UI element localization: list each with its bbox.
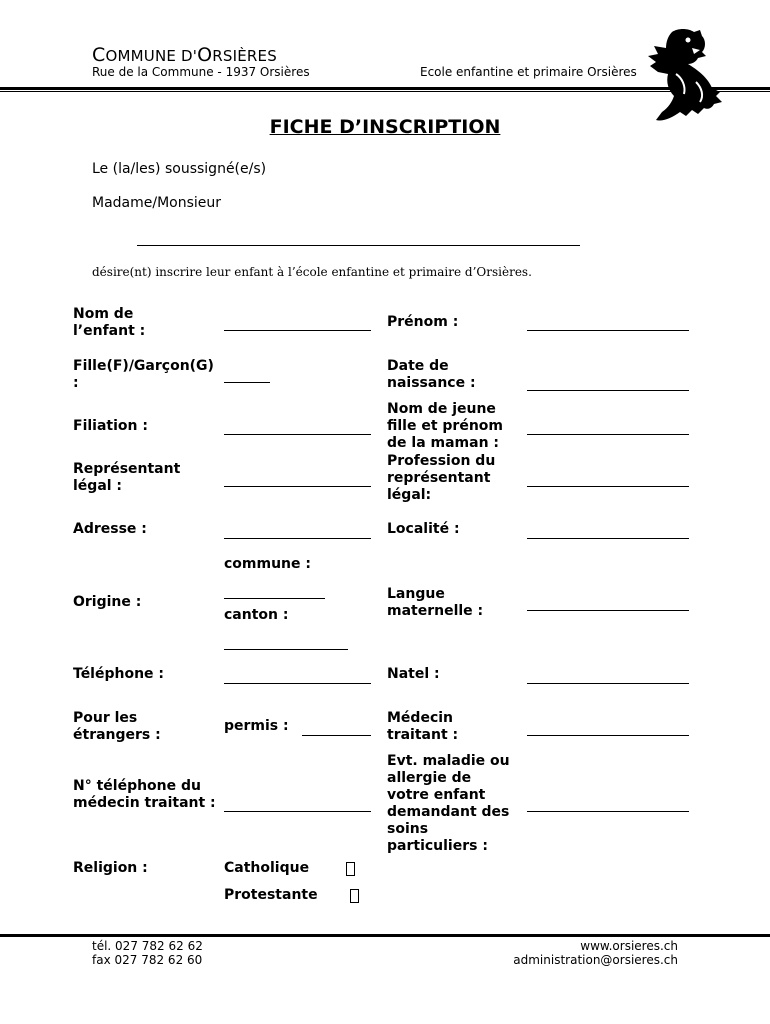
localite-label: Localité : [387, 521, 460, 537]
commune-field[interactable] [224, 598, 325, 599]
prenom-label: Prénom : [387, 314, 459, 330]
intro-madame-monsieur: Madame/Monsieur [92, 195, 222, 211]
commune-label: commune : [224, 556, 311, 572]
maladie-label: Evt. maladie ou allergie de votre enfant demandant des soins particuliers : [387, 753, 510, 854]
name-line[interactable] [137, 245, 580, 246]
filiation-field[interactable] [224, 434, 371, 435]
footer-email[interactable]: administration@orsieres.ch [513, 953, 678, 967]
adresse-label: Adresse : [73, 521, 147, 537]
protestante-checkbox[interactable] [350, 889, 359, 903]
catholique-label: Catholique [224, 860, 310, 876]
telephone-field[interactable] [224, 683, 371, 684]
representant-field[interactable] [224, 486, 371, 487]
nom-field[interactable] [224, 330, 371, 331]
origine-label: Origine : [73, 594, 142, 610]
maladie-field[interactable] [527, 811, 689, 812]
localite-field[interactable] [527, 538, 689, 539]
medecin-field[interactable] [527, 735, 689, 736]
tel-medecin-label: N° téléphone du médecin traitant : [73, 778, 216, 811]
filiation-label: Filiation : [73, 418, 148, 434]
catholique-checkbox[interactable] [346, 862, 355, 876]
adresse-field[interactable] [224, 538, 371, 539]
canton-label: canton : [224, 607, 289, 623]
nom-label: Nom de l’enfant : [73, 306, 146, 339]
tel-medecin-field[interactable] [224, 811, 371, 812]
etrangers-label: Pour les étrangers : [73, 710, 161, 743]
sexe-field[interactable] [224, 382, 270, 383]
maman-field[interactable] [527, 434, 689, 435]
protestante-label: Protestante [224, 887, 318, 903]
permis-field[interactable] [302, 735, 371, 736]
footer-tel: tél. 027 782 62 62 [92, 939, 203, 953]
naissance-field[interactable] [527, 390, 689, 391]
natel-field[interactable] [527, 683, 689, 684]
maman-label: Nom de jeune fille et prénom de la maman : [387, 401, 503, 451]
langue-field[interactable] [527, 610, 689, 611]
prenom-field[interactable] [527, 330, 689, 331]
intro-undersigned: Le (la/les) soussigné(e/s) [92, 161, 267, 177]
bear-crest-icon [642, 26, 724, 124]
page-title: FICHE D’INSCRIPTION [269, 116, 501, 138]
school-name: Ecole enfantine et primaire Orsières [420, 65, 637, 79]
medecin-label: Médecin traitant : [387, 710, 459, 743]
telephone-label: Téléphone : [73, 666, 165, 682]
intro-desire: désire(nt) inscrire leur enfant à l’école enfantine et primaire d’Orsières. [92, 265, 532, 279]
footer-fax: fax 027 782 62 60 [92, 953, 203, 967]
religion-label: Religion : [73, 860, 148, 876]
permis-label: permis : [224, 718, 289, 734]
langue-label: Langue maternelle : [387, 586, 484, 619]
footer-website[interactable]: www.orsieres.ch [580, 939, 678, 953]
profession-field[interactable] [527, 486, 689, 487]
naissance-label: Date de naissance : [387, 358, 476, 391]
profession-label: Profession du représentant légal: [387, 453, 496, 503]
canton-field[interactable] [224, 649, 348, 650]
sexe-label: Fille(F)/Garçon(G) : [73, 358, 214, 391]
commune-address: Rue de la Commune - 1937 Orsières [92, 65, 310, 79]
commune-name: COMMUNE D'ORSIÈRES [92, 44, 277, 66]
representant-label: Représentant légal : [73, 461, 181, 494]
natel-label: Natel : [387, 666, 440, 682]
footer-rule [0, 934, 770, 937]
